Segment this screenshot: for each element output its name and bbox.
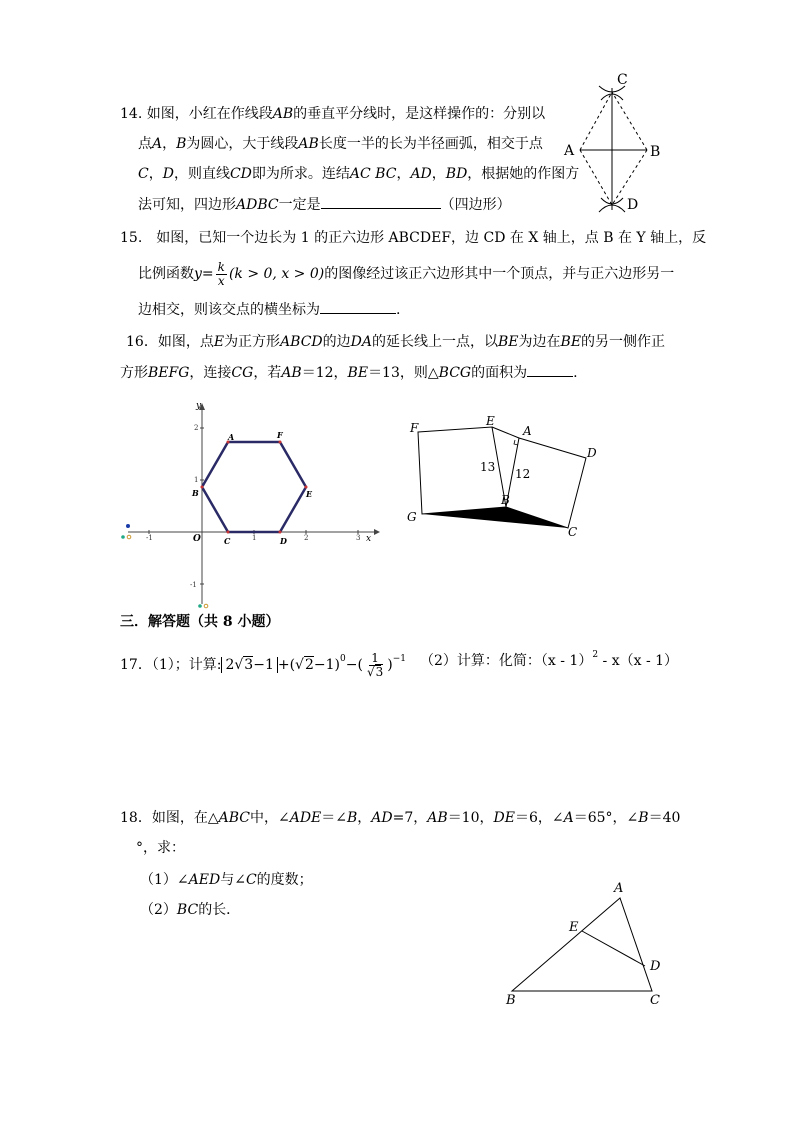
q18-line2: °，求： <box>136 840 185 856</box>
svg-text:B: B <box>501 493 510 507</box>
q14-answer-blank[interactable] <box>321 196 441 209</box>
q14-line2: 点A，B为圆心，大于线段AB长度一半的长为半径画弧，相交于点 <box>138 136 543 152</box>
q14-line4: 法可知，四边形ADBC一定是 （四边形） <box>138 197 511 213</box>
segment-ea <box>492 427 519 438</box>
triangle-abc <box>512 898 652 991</box>
label-b: B <box>650 144 661 160</box>
origin-label: O <box>193 534 201 544</box>
orange-dot-1 <box>127 535 131 539</box>
svg-text:-1: -1 <box>190 581 197 589</box>
q17-part2: （2）计算：化简：（x - 1）$^2$ - x（x - 1） <box>420 650 679 669</box>
svg-text:-1: -1 <box>146 534 153 542</box>
svg-text:B: B <box>506 993 516 1008</box>
y-axis-label: y <box>196 401 202 411</box>
dash-ad <box>580 150 612 205</box>
svg-text:D: D <box>650 959 661 974</box>
triangle-bcg <box>422 507 568 528</box>
section-3-heading: 三．解答题（共 8 小题） <box>120 614 280 630</box>
svg-text:2: 2 <box>304 534 309 542</box>
triangle-labels <box>505 881 661 1008</box>
q15-answer-blank[interactable] <box>320 301 396 314</box>
dash-bc <box>612 92 647 150</box>
green-dot-2 <box>198 604 202 608</box>
length-ab-label: 12 <box>515 467 531 481</box>
fraction-k-over-x: $\frac{k}{x}$ <box>217 259 225 288</box>
q15-line2: 比例函数y= $\frac{k}{x}$ (k > 0, x > 0)的图像经过该正六边形其中一个顶点，并与正六边形另一 <box>138 259 675 288</box>
svg-text:C: C <box>650 993 660 1008</box>
svg-text:C: C <box>568 525 578 539</box>
svg-text:A: A <box>228 432 235 442</box>
q18-part2: （2）BC的长． <box>140 902 241 918</box>
q18-line1: 18．如图，在△ABC中，∠ADE＝∠B，AD=7，AB＝10，DE＝6，∠A＝65°，∠B＝40 <box>120 810 681 826</box>
segment-ed <box>582 931 645 966</box>
fraction-one-over-sqrt3: $\frac{1}{√3}$ <box>366 650 384 679</box>
green-dot-1 <box>121 535 125 539</box>
dash-ac <box>580 92 612 150</box>
triangle-figure <box>500 878 680 1010</box>
q16-answer-blank[interactable] <box>527 364 573 377</box>
svg-text:1: 1 <box>252 534 257 542</box>
axis-ticks <box>149 428 361 584</box>
label-d: D <box>627 197 639 213</box>
svg-text:F: F <box>410 421 419 435</box>
q14-line1: 14. 如图，小红在作线段AB的垂直平分线时，是这样操作的：分别以 <box>120 106 546 122</box>
q14-line3: C，D，则直线CD即为所求。连结AC BC，AD，BD，根据她的作图方 <box>138 166 580 182</box>
q16-line2: 方形BEFG，连接CG，若AB＝12，BE＝13，则△BCG的面积为 . <box>120 365 578 381</box>
blue-dot <box>126 524 130 528</box>
svg-text:D: D <box>587 446 597 460</box>
q18-part1: （1）∠AED与∠C的度数； <box>140 872 313 888</box>
svg-text:D: D <box>280 536 287 546</box>
svg-text:3: 3 <box>356 534 361 542</box>
svg-text:B: B <box>192 488 199 498</box>
hexagon-coordinate-figure <box>118 398 380 610</box>
q14-figure <box>555 70 675 215</box>
label-a: A <box>564 143 575 159</box>
svg-text:2: 2 <box>194 424 199 432</box>
svg-text:E: E <box>306 489 313 499</box>
x-axis-arrow <box>374 529 380 535</box>
svg-text:E: E <box>569 920 579 935</box>
hexagon-abcdef <box>202 442 306 532</box>
svg-text:F: F <box>277 430 283 440</box>
svg-text:E: E <box>486 414 495 428</box>
q15-line1: 15. 如图，已知一个边长为 1 的正六边形 ABCDEF，边 CD 在 X 轴上，点 B 在 Y 轴上，反 <box>120 230 707 246</box>
vertex-dots <box>201 441 308 534</box>
orange-dot-2 <box>204 604 208 608</box>
svg-text:A: A <box>614 881 624 896</box>
svg-text:C: C <box>224 536 231 546</box>
svg-text:G: G <box>407 510 417 524</box>
svg-text:1: 1 <box>194 476 199 484</box>
label-c: C <box>617 72 628 88</box>
length-be-label: 13 <box>480 460 496 474</box>
q16-line1: 16．如图，点E为正方形ABCD的边DA的延长线上一点，以BE为边在BE的另一侧作正 <box>126 334 666 350</box>
q17-line: 17．（1）；计算: $2√3-1 +(√2-1)^0-$( $\frac{1}{√3}$ )$^{-1}$ <box>120 650 406 679</box>
vertex-labels <box>191 430 313 546</box>
tick-labels <box>146 424 360 589</box>
svg-text:A: A <box>523 424 532 438</box>
q15-line3: 边相交，则该交点的横坐标为 . <box>138 302 401 318</box>
absolute-value-expression: 2√3−1 <box>221 657 277 673</box>
x-axis-label: x <box>366 534 372 544</box>
square-figure <box>400 412 610 544</box>
